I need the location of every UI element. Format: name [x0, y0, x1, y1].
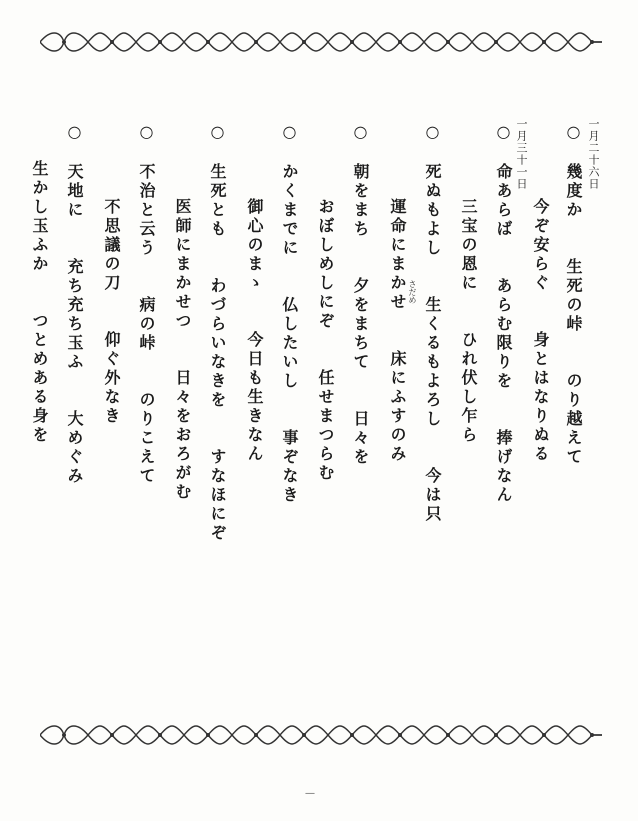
poem-line: ○ 不治と云う 病の峠 のりこえて	[137, 122, 156, 486]
ruby-annotation: さだめ	[408, 280, 417, 304]
poem-line: ○ 幾度か 生死の峠 のり越えて	[564, 122, 583, 467]
bottom-ornamental-border	[40, 723, 602, 747]
poem-line: 運命にまかせ 床にふすのみ	[388, 122, 407, 464]
poem-line: 三宝の恩に ひれ伏し乍ら	[459, 122, 478, 445]
poem-line: 生かし玉ふか つとめある身を	[30, 122, 49, 445]
poem-line: ○ かくまでに 仏したいし 事ぞなき	[280, 122, 299, 505]
poem-line: ○ 生死とも わづらいなきを すなほにぞ	[208, 122, 227, 543]
poem-line: おぼしめしにぞ 任せまつらむ	[316, 122, 335, 483]
page-number: —	[305, 788, 315, 799]
poem-date: 一月三十一日	[515, 118, 528, 190]
poem-date: 一月二十六日	[587, 118, 600, 190]
poem-line: ○ 天地に 充ち充ち玉ふ 大めぐみ	[65, 122, 84, 486]
poem-line: ○ 命あらば あらむ限りを 捧げなん	[494, 122, 513, 505]
top-ornamental-border	[40, 30, 602, 54]
poem-line: ○ 死ぬもよし 生くるもよろし 今は只	[423, 122, 442, 524]
poem-line: 御心のまゝ 今日も生きなん	[245, 122, 264, 464]
poem-line: 医師にまかせつ 日々をおろがむ	[173, 122, 192, 502]
poem-line: 今ぞ安らぐ 身とはなりぬる	[531, 122, 550, 464]
poem-line: 不思議の刀 仰ぐ外なき	[102, 122, 121, 426]
poem-line: ○ 朝をまち 夕をまちて 日々を	[351, 122, 370, 467]
